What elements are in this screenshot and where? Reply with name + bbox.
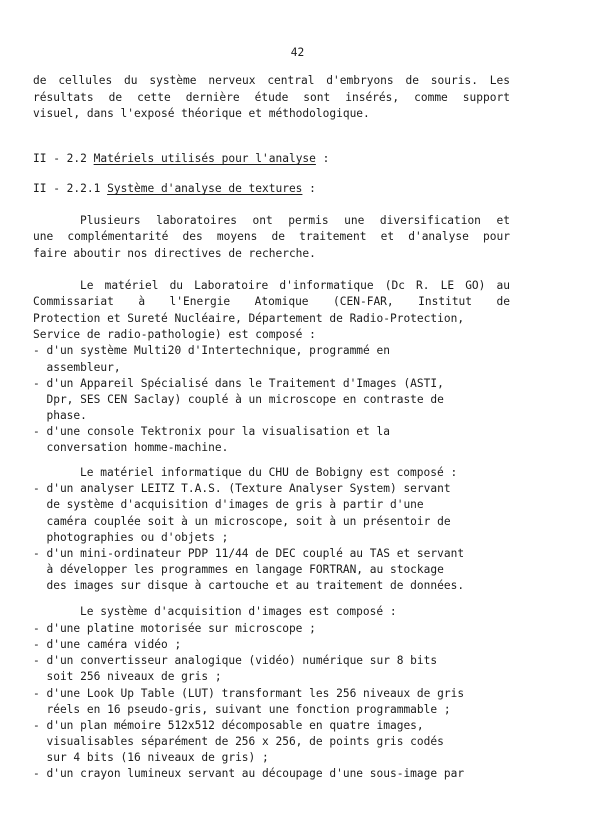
list-item: des images sur disque à cartouche et au traitement de données. xyxy=(33,579,465,592)
word: central xyxy=(267,74,315,87)
list-item: photographies ou d'objets ; xyxy=(33,531,229,544)
intro-line-2 xyxy=(33,90,510,107)
list-item: visualisables séparément de 256 x 256, de points gris codés xyxy=(33,735,444,748)
list-item: - d'une platine motorisée sur microscope ; xyxy=(33,622,316,635)
word: Plusieurs xyxy=(80,214,141,227)
word: résultats xyxy=(33,91,94,104)
list-item: Dpr, SES CEN Saclay) couplé à un microscope en contraste de xyxy=(33,393,444,406)
list-item: sur 4 bits (16 niveaux de gris) ; xyxy=(33,751,269,764)
section-number: II - 2.2 xyxy=(33,152,94,165)
word: cellules xyxy=(58,74,113,87)
list-item: - d'une console Tektronix pour la visualisation et la xyxy=(33,425,390,438)
word: (Dc xyxy=(384,279,405,292)
word: du xyxy=(169,279,184,292)
word: de xyxy=(271,230,285,243)
word: étude xyxy=(254,91,289,104)
list-item: assembleur, xyxy=(33,361,121,374)
word: comme xyxy=(414,91,448,104)
word: pour xyxy=(482,230,510,243)
list-item: - d'une caméra vidéo ; xyxy=(33,638,182,651)
word: GO) xyxy=(465,279,486,292)
list-item: - d'un plan mémoire 512x512 décomposable en quatre images, xyxy=(33,719,424,732)
word: traitement xyxy=(299,230,367,243)
word: sont xyxy=(303,91,331,104)
word: Le xyxy=(80,279,94,292)
word: d'embryons xyxy=(326,74,394,87)
subsection-colon: : xyxy=(302,182,316,195)
word: et xyxy=(380,230,395,243)
word: de xyxy=(496,295,510,308)
section-heading-2-2 xyxy=(33,151,329,168)
word: d'informatique xyxy=(279,279,374,292)
word: R. xyxy=(416,279,430,292)
intro-line-3: visuel, dans l'exposé théorique et méthodologique. xyxy=(33,107,370,120)
para2-line-3: Protection et Sureté Nucléaire, Département de Radio-Protection, xyxy=(33,312,465,325)
list-item: conversation homme-machine. xyxy=(33,441,229,454)
word: Laboratoire xyxy=(194,279,269,292)
word: des xyxy=(182,230,203,243)
word: du xyxy=(124,74,138,87)
subsection-number: II - 2.2.1 xyxy=(33,182,108,195)
subsection-title: Système d'analyse de textures xyxy=(107,182,303,195)
list-item: à développer les programmes en langage FORTRAN, au stockage xyxy=(33,563,444,576)
list-item: de système d'acquisition d'images de gris à partir d'une xyxy=(33,498,424,511)
word: une xyxy=(33,230,54,243)
para1-line-3: faire aboutir nos directives de recherche. xyxy=(33,247,316,260)
para2-line-4: Service de radio-pathologie) est composé : xyxy=(33,328,316,341)
word: au xyxy=(496,279,510,292)
word: support xyxy=(462,91,510,104)
word: (CEN-FAR, xyxy=(333,295,394,308)
word: moyens xyxy=(216,230,258,243)
section-colon: : xyxy=(315,152,330,165)
word: diversification xyxy=(379,214,481,227)
word: nerveux xyxy=(208,74,256,87)
para2-line-2 xyxy=(33,294,510,311)
para1-line-1 xyxy=(80,213,510,230)
word: l'Energie xyxy=(169,295,231,308)
word: à xyxy=(138,295,146,308)
list-item: - d'un crayon lumineux servant au découpage d'une sous-image par xyxy=(33,767,465,780)
page-number: 42 xyxy=(290,46,305,59)
list-item: - d'une Look Up Table (LUT) transformant les 256 niveaux de gris xyxy=(33,687,465,700)
para2-line-1 xyxy=(80,278,510,295)
para1-line-2 xyxy=(33,229,510,246)
list-item: - d'un convertisseur analogique (vidéo) numérique sur 8 bits xyxy=(33,654,438,667)
word: insérés, xyxy=(345,91,400,104)
word: de xyxy=(405,74,419,87)
word: Commissariat xyxy=(33,295,114,308)
word: complémentarité xyxy=(67,230,169,243)
list-item: caméra couplée soit à un microscope, soit à un présentoir de xyxy=(33,515,451,528)
word: permis xyxy=(288,214,329,227)
list-item: - d'un système Multi20 d'Intertechnique, programmé en xyxy=(33,344,390,357)
word: Atomique xyxy=(254,295,309,308)
word: de xyxy=(108,91,123,104)
word: et xyxy=(496,214,510,227)
word: LE xyxy=(440,279,455,292)
word: de xyxy=(33,74,47,87)
word: système xyxy=(149,74,197,87)
list-item: - d'un Appareil Spécialisé dans le Traitement d'Images (ASTI, xyxy=(33,377,444,390)
word: d'analyse xyxy=(408,230,469,243)
word: cette xyxy=(137,91,171,104)
word: dernière xyxy=(185,91,240,104)
para3-line-1: Le matériel informatique du CHU de Bobigny est composé : xyxy=(80,466,458,479)
word: Les xyxy=(489,74,510,87)
section-title: Matériels utilisés pour l'analyse xyxy=(93,152,316,165)
word: Institut xyxy=(418,295,473,308)
word: une xyxy=(344,214,365,227)
word: souris. xyxy=(430,74,478,87)
intro-line-1 xyxy=(33,73,510,90)
list-item: réels en 16 pseudo-gris, suivant une fonction programmable ; xyxy=(33,703,451,716)
para4-line-1: Le système d'acquisition d'images est composé : xyxy=(80,605,397,618)
list-item: - d'un mini-ordinateur PDP 11/44 de DEC couplé au TAS et servant xyxy=(33,547,465,560)
word: matériel xyxy=(104,279,159,292)
list-item: phase. xyxy=(33,409,87,422)
list-item: soit 256 niveaux de gris ; xyxy=(33,670,222,683)
word: laboratoires xyxy=(156,214,237,227)
word: ont xyxy=(252,214,273,227)
list-item: - d'un analyser LEITZ T.A.S. (Texture Analyser System) servant xyxy=(33,482,451,495)
subsection-heading-2-2-1 xyxy=(33,181,316,198)
